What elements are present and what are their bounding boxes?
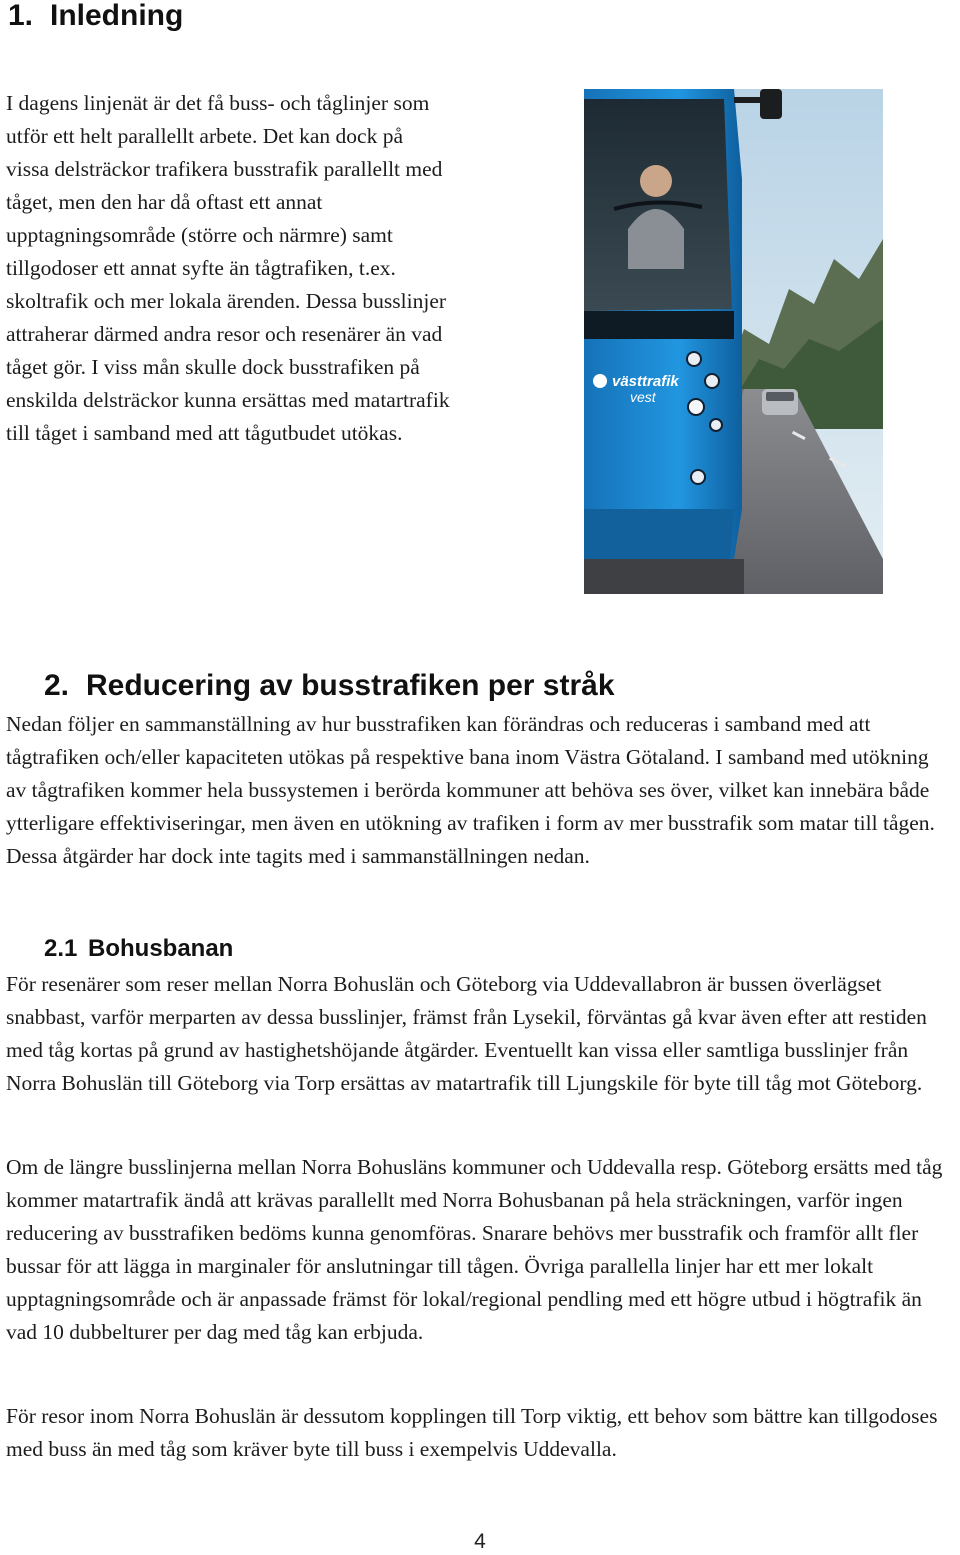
section-2-1-title: Bohusbanan <box>88 935 234 962</box>
logo-text-line1: västtrafik <box>612 373 679 390</box>
bohusbanan-paragraph-3: För resor inom Norra Bohuslän är dessutom kopplingen till Torp viktig, ett behov som bättre kan tillgodoses med buss än med tåg som kräver byte till buss i exempelvis Uddevalla. <box>6 1404 938 1461</box>
section-1-heading <box>8 0 183 36</box>
windscreen <box>584 99 732 311</box>
headlight <box>705 374 719 388</box>
section-2-number: 2. <box>44 669 70 702</box>
intro-paragraph: I dagens linjenät är det få buss- och tåglinjer som utför ett helt parallellt arbete. Det kan dock på vissa delsträckor trafikera busstrafik parallellt med tåget, men den har då oftast ett annat upptagningsområde (större och närmre) samt tillgodoser ett annat syfte än tågtrafiken, t.ex. skoltrafik och mer lokala ärenden. Dessa busslinjer attraherar därmed andra resor och resenärer än vad tåget gör. I viss mån skulle dock busstrafiken på enskilda delsträckor kunna ersättas med matartrafik till tåget i samband med att tågutbudet utökas. <box>6 91 450 445</box>
mirror <box>760 89 782 119</box>
headlight <box>688 399 704 415</box>
headlight <box>710 419 722 431</box>
section-2-title: Reducering av busstrafiken per stråk <box>86 669 615 702</box>
logo-text-line2: vest <box>630 389 656 405</box>
section-2-1-heading <box>44 932 233 966</box>
bus-photo-illustration <box>584 89 883 594</box>
bus-photo <box>584 89 883 594</box>
bohusbanan-paragraph-2: Om de längre busslinjerna mellan Norra Bohusläns kommuner och Uddevalla resp. Göteborg ersätts med tåg kommer matartrafik ändå att krävas parallellt med Norra Bohusbanan på hela sträckningen, varför ingen reducering av busstrafiken bedöms kunna genomföras. Snarare behövs mer busstrafik och framför allt fler bussar för att lägga in marginaler för anslutningar till tågen. Övriga parallella linjer har ett mer lokalt upptagningsområde och är anpassade främst för lokal/regional pendling med ett högre utbud i högtrafik än vad 10 dubbelturer per dag med tåg kan erbjuda. <box>6 1155 943 1344</box>
section-2-paragraph: Nedan följer en sammanställning av hur busstrafiken kan förändras och reduceras i samband med att tågtrafiken och/eller kapaciteten utökas på respektive bana inom Västra Götaland. I samband med utökning av tågtrafiken kommer hela bussystemen i berörda kommuner att behöva ses över, vilket kan innebära både ytterligare effektiviseringar, men även en utökning av trafiken i form av mer busstrafik som matar till tågen. Dessa åtgärder har dock inte tagits med i sammanställningen nedan. <box>6 712 935 868</box>
headlight <box>687 352 701 366</box>
bus-shadow <box>584 559 744 594</box>
page-number: 4 <box>474 1530 486 1553</box>
fog-light <box>691 470 705 484</box>
section-2-1-number: 2.1 <box>44 935 78 962</box>
distant-car-window <box>766 392 794 401</box>
vasttrafik-logo-icon <box>593 374 607 388</box>
section-2-heading <box>44 666 615 706</box>
section-1-title: Inledning <box>50 0 184 32</box>
bus-dash-band <box>584 311 734 339</box>
bus-bumper <box>584 509 734 559</box>
bohusbanan-paragraph-1: För resenärer som reser mellan Norra Bohuslän och Göteborg via Uddevallabron är bussen överlägset snabbast, varför merparten av dessa busslinjer, främst från Lysekil, förväntas gå kvar även efter att restiden med tåg kortas på grund av hastighetshöjande åtgärder. Eventuellt kan vissa eller samtliga busslinjer från Norra Bohuslän till Göteborg via Torp ersättas av matartrafik till Ljungskile för byte till tåg mot Göteborg. <box>6 972 927 1095</box>
section-1-number: 1. <box>8 0 34 32</box>
driver-head <box>640 165 672 197</box>
